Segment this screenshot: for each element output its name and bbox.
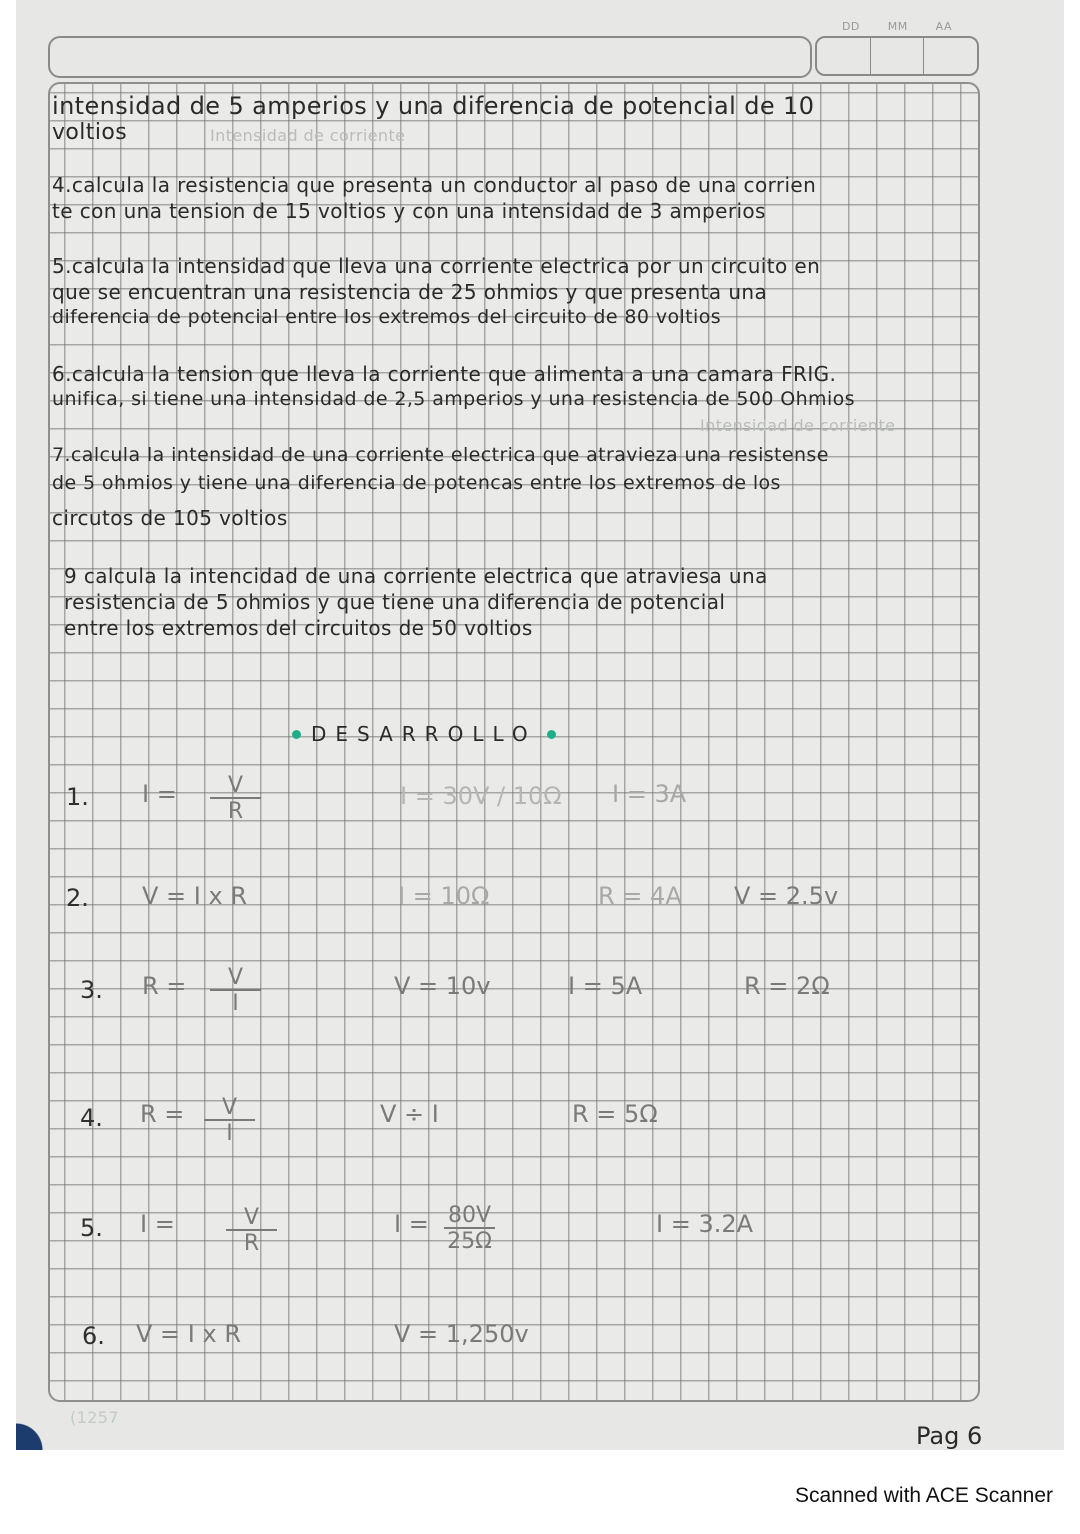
problem-3-line-2: voltios <box>52 120 128 145</box>
problem-5-line-1: 5.calcula la intensidad que lleva una corriente electrica por un circuito en <box>52 254 821 278</box>
solution-6-result: V = 1,250v <box>394 1320 529 1348</box>
title-field-box <box>48 36 812 78</box>
date-label-year: AA <box>935 20 953 33</box>
heading-dot-left <box>292 730 301 739</box>
solution-4-fraction <box>204 1096 255 1146</box>
scanner-watermark: Scanned with ACE Scanner <box>795 1484 1053 1507</box>
solution-6-formula: V = I x R <box>136 1320 241 1348</box>
problem-7-line-3: circutos de 105 voltios <box>52 506 288 530</box>
date-field-box <box>815 36 979 76</box>
solution-5-step-numerator: 80V <box>444 1204 495 1229</box>
solution-4-step: V ÷ I <box>380 1100 439 1128</box>
section-heading <box>292 722 556 746</box>
page-number: Pag 6 <box>916 1422 983 1450</box>
page-corner-shadow <box>16 1408 46 1450</box>
solution-1-denominator: R <box>227 799 244 825</box>
problem-9-line-1: 9 calcula la intencidad de una corriente electrica que atraviesa una <box>64 564 768 588</box>
problem-7-line-1: 7.calcula la intensidad de una corriente electrica que atravieza una resistense <box>52 444 829 466</box>
solution-5-denominator: R <box>243 1231 260 1257</box>
solution-1-numerator: V <box>210 774 261 799</box>
solution-2-formula: V = I x R <box>142 882 247 910</box>
problem-7-line-2: de 5 ohmios y tiene una diferencia de potencas entre los extremos de los <box>52 472 781 494</box>
solution-1-step: I = 30V / 10Ω <box>400 782 562 810</box>
solution-2-number: 2. <box>66 884 89 912</box>
solution-3-step: V = 10v <box>394 972 491 1000</box>
solution-5-formula-lhs: I = <box>140 1210 175 1238</box>
problem-5-line-3: diferencia de potencial entre los extremos del circuito de 80 voltios <box>52 306 722 328</box>
bleed-through-text: Intensidad de corriente <box>210 126 406 145</box>
solution-1-formula-lhs: I = <box>142 780 177 808</box>
solution-4-formula-lhs: R = <box>140 1100 185 1128</box>
solution-3-step-2: I = 5A <box>568 972 643 1000</box>
solution-4-denominator: I <box>226 1121 233 1147</box>
solution-4-result: R = 5Ω <box>572 1100 658 1128</box>
problem-9-line-2: resistencia de 5 ohmios y que tiene una diferencia de potencial <box>64 590 726 614</box>
heading-dot-right <box>547 730 556 739</box>
bleed-through-corner: (1257 <box>70 1408 119 1427</box>
problem-4-line-1: 4.calcula la resistencia que presenta un conductor al paso de una corrien <box>52 173 817 197</box>
solution-4-number: 4. <box>80 1104 103 1132</box>
solution-1-fraction <box>210 774 261 824</box>
solution-6-number: 6. <box>82 1322 105 1350</box>
solution-2-step-2: R = 4A <box>598 882 682 910</box>
solution-1-result: I = 3A <box>612 780 687 808</box>
solution-5-numerator: V <box>226 1206 277 1231</box>
solution-2-step: I = 10Ω <box>398 882 490 910</box>
date-label-month: MM <box>887 20 908 33</box>
solution-5-fraction <box>226 1206 277 1256</box>
problem-4-line-2: te con una tension de 15 voltios y con una intensidad de 3 amperios <box>52 199 766 223</box>
problem-3-line-1: intensidad de 5 amperios y una diferencia de potencial de 10 <box>52 92 815 120</box>
solution-3-fraction <box>210 966 261 1016</box>
problem-6-line-1: 6.calcula la tension que lleva la corriente que alimenta a una camara FRIG. <box>52 362 837 386</box>
date-labels <box>828 20 966 33</box>
solution-3-formula-lhs: R = <box>142 972 187 1000</box>
solution-5-result: I = 3.2A <box>656 1210 754 1238</box>
solution-2-result: V = 2.5v <box>734 882 839 910</box>
solution-3-number: 3. <box>80 976 103 1004</box>
date-cell-year <box>924 38 977 74</box>
solution-3-denominator: I <box>232 991 239 1017</box>
solution-1-number: 1. <box>66 783 89 811</box>
solution-5-number: 5. <box>80 1214 103 1242</box>
solution-3-result: R = 2Ω <box>744 972 830 1000</box>
date-cell-month <box>871 38 925 74</box>
solution-5-step-lhs: I = <box>394 1210 429 1238</box>
problem-6-line-2: unifica, si tiene una intensidad de 2,5 amperios y una resistencia de 500 Ohmios <box>52 388 855 410</box>
solution-4-numerator: V <box>204 1096 255 1121</box>
date-label-day: DD <box>841 20 860 33</box>
solution-5-step-denominator: 25Ω <box>447 1229 492 1255</box>
bleed-through-text-2: Intensidad de corriente <box>700 416 896 435</box>
problem-5-line-2: que se encuentran una resistencia de 25 ohmios y que presenta una <box>52 280 768 304</box>
section-title: DESARROLLO <box>311 722 537 746</box>
solution-3-numerator: V <box>210 966 261 991</box>
problem-9-line-3: entre los extremos del circuitos de 50 voltios <box>64 616 533 640</box>
date-cell-day <box>817 38 871 74</box>
solution-5-step-fraction <box>444 1204 495 1254</box>
